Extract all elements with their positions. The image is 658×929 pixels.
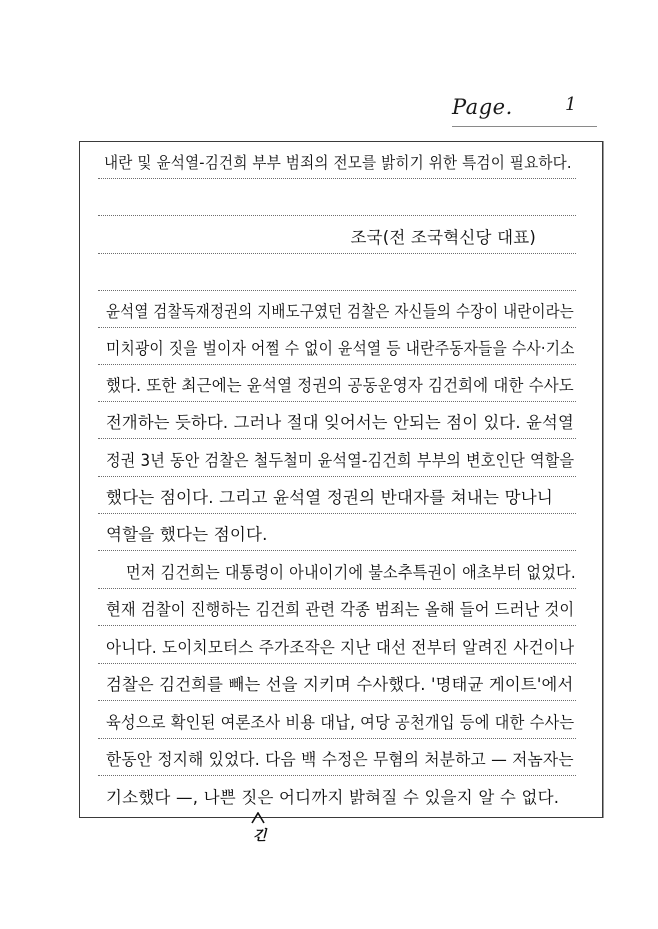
body-line: 역할을 했다는 점이다. — [106, 525, 268, 544]
ruled-line — [98, 589, 576, 626]
insertion-caret-icon — [251, 812, 265, 824]
ruled-line — [98, 552, 576, 589]
body-line: 육성으로 확인된 여론조사 비용 대납, 여당 공천개입 등에 대한 수사는 — [106, 713, 575, 732]
ruled-line — [98, 702, 576, 739]
insertion-annotation: 긴 — [253, 828, 267, 844]
body-line: 했다. 또한 최근에는 윤석열 정권의 공동운영자 김건희에 대한 수사도 — [106, 376, 574, 395]
page-number: 1 — [565, 94, 577, 115]
ruled-line — [98, 179, 576, 216]
letter-title: 내란 및 윤석열-김건희 부부 범죄의 전모를 밝히기 위한 특검이 필요하다. — [104, 153, 572, 172]
ruled-line — [98, 440, 576, 477]
ruled-line — [98, 514, 576, 551]
handwritten-letter-box — [79, 141, 603, 818]
ruled-line — [98, 254, 576, 291]
ruled-line — [98, 776, 576, 813]
ruled-line — [98, 477, 576, 514]
body-line: 한동안 정지해 있었다. 다음 백 수정은 무혐의 처분하고 — 저놈자는 — [106, 750, 574, 769]
body-line: 검찰은 김건희를 빼는 선을 지키며 수사했다. '명태균 게이트'에서 — [106, 675, 574, 694]
body-line: 윤석열 검찰독재정권의 지배도구였던 검찰은 자신들의 수장이 내란이라는 — [106, 302, 574, 321]
page-header — [452, 95, 597, 127]
body-line: 먼저 김건희는 대통령이 아내이기에 불소추특권이 애초부터 없었다. — [126, 563, 576, 582]
ruled-line — [98, 664, 576, 701]
body-line: 아니다. 도이치모터스 주가조작은 지난 대선 전부터 알려진 사건이나 — [106, 638, 575, 657]
body-line: 미치광이 짓을 벌이자 어쩔 수 없이 윤석열 등 내란주동자들을 수사·기소 — [106, 339, 575, 358]
body-line: 현재 검찰이 진행하는 김건희 관련 각종 범죄는 올해 들어 드러난 것이 — [106, 600, 575, 619]
ruled-line — [98, 142, 576, 179]
page-number-rule — [452, 126, 597, 127]
ruled-line — [98, 402, 576, 439]
ruled-line — [98, 627, 576, 664]
body-line: 했다는 점이다. 그리고 윤석열 정권의 반대자를 쳐내는 망나니 — [106, 488, 554, 507]
ruled-line — [98, 328, 576, 365]
ruled-line — [98, 365, 576, 402]
body-line: 정권 3년 동안 검찰은 철두철미 윤석열-김건희 부부의 변호인단 역할을 — [106, 451, 575, 470]
author-byline: 조국(전 조국혁신당 대표) — [350, 228, 536, 247]
body-line: 기소했다 —, 나쁜 짓은 어디까지 밝혀질 수 있을지 알 수 없다. — [106, 788, 560, 807]
body-line: 전개하는 듯하다. 그러나 절대 잊어서는 안되는 점이 있다. 윤석열 — [106, 413, 574, 432]
ruled-line — [98, 291, 576, 328]
ruled-line — [98, 217, 576, 254]
page-label: Page. — [452, 95, 513, 119]
ruled-line — [98, 739, 576, 776]
